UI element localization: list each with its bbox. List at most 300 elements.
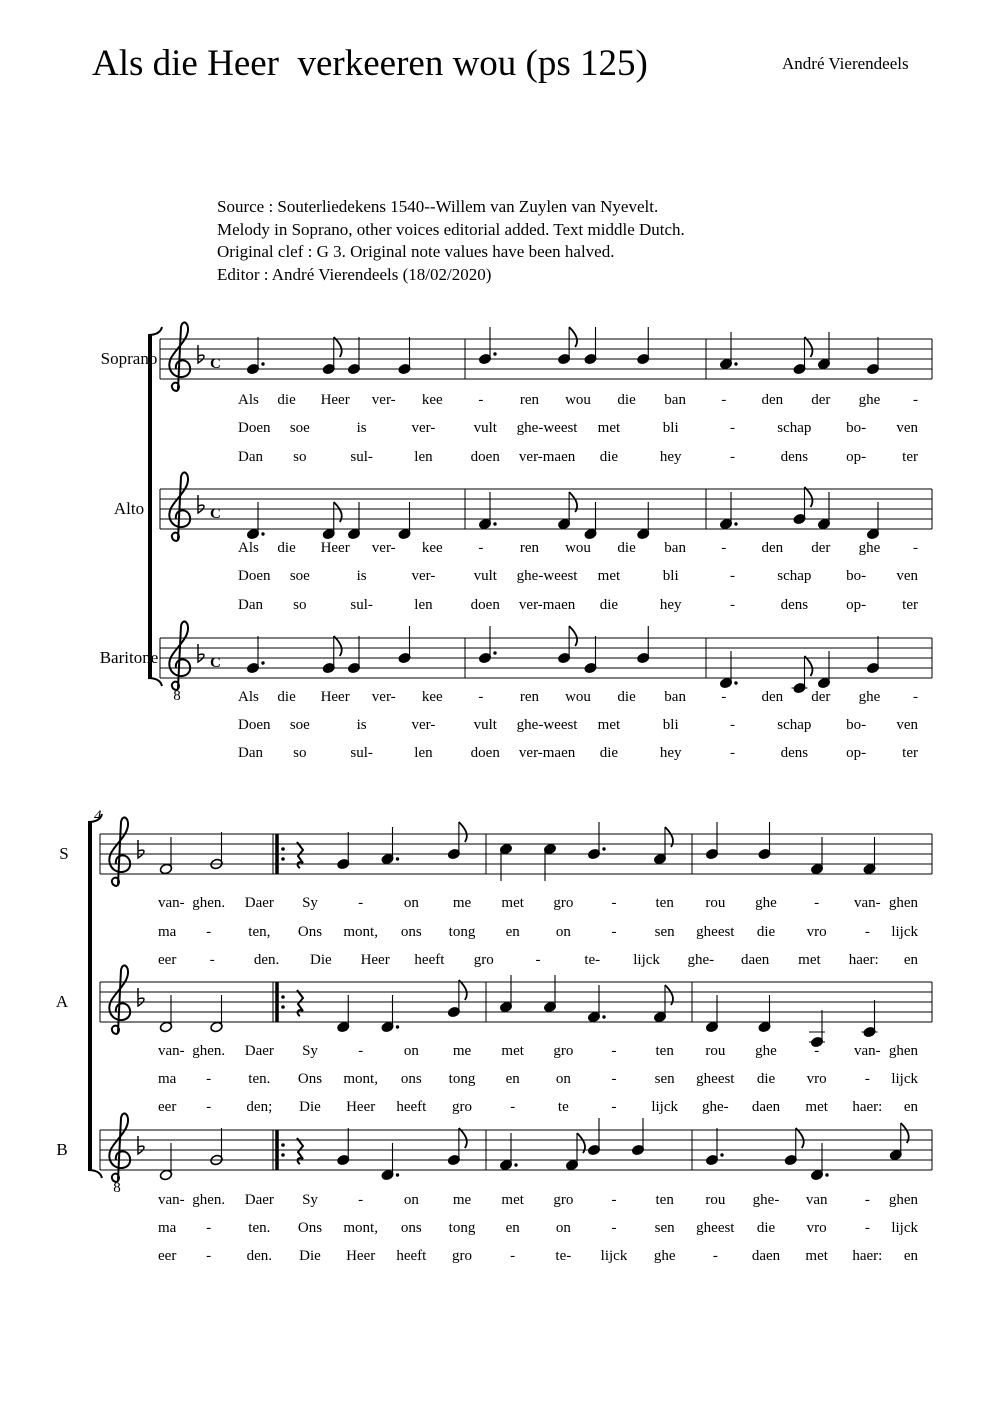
augmentation-dot xyxy=(396,857,399,860)
lyric-syllable: doen xyxy=(470,449,500,465)
lyric-syllable: - xyxy=(730,597,736,613)
lyric-syllable: van- xyxy=(158,1192,185,1208)
lyric-syllable: ter xyxy=(902,449,918,465)
lyric-syllable: Als xyxy=(238,392,259,408)
lyric-syllable: den xyxy=(761,540,784,556)
lyric-syllable: ver- xyxy=(411,568,436,584)
lyric-syllable: Die xyxy=(310,952,332,968)
lyric-syllable: - xyxy=(611,924,617,940)
lyric-syllable: sul- xyxy=(350,745,373,761)
augmentation-dot xyxy=(396,1173,399,1176)
lyric-syllable: van- xyxy=(854,1043,881,1059)
lyric-syllable: - xyxy=(721,540,727,556)
staff-label: Soprano xyxy=(100,349,158,368)
lyric-syllable: ven xyxy=(896,420,918,436)
lyric-syllable: die xyxy=(756,924,776,940)
lyric-syllable: - xyxy=(358,895,364,911)
note-flag xyxy=(459,822,467,842)
lyric-syllable: den. xyxy=(253,952,280,968)
note-flag xyxy=(334,636,342,656)
note-flag xyxy=(569,327,577,347)
lyric-syllable: me xyxy=(452,1192,472,1208)
lyric-syllable: - xyxy=(209,952,215,968)
lyric-syllable: vult xyxy=(473,717,497,733)
lyric-syllable: met xyxy=(597,420,621,436)
lyric-syllable: len xyxy=(414,449,433,465)
lyric-syllable: wou xyxy=(565,689,591,705)
lyric-syllable: - xyxy=(478,689,484,705)
flat-icon xyxy=(138,1136,144,1154)
lyric-syllable: Heer xyxy=(320,392,350,408)
lyric-syllable: en xyxy=(903,1099,918,1115)
lyric-syllable: Heer xyxy=(320,689,350,705)
lyric-syllable: so xyxy=(293,449,307,465)
lyric-syllable: is xyxy=(356,420,367,436)
lyric-syllable: kee xyxy=(421,689,443,705)
lyric-syllable: ma xyxy=(158,924,177,940)
augmentation-dot xyxy=(493,651,496,654)
lyric-syllable: Dan xyxy=(238,597,263,613)
lyric-syllable: kee xyxy=(421,392,443,408)
lyric-syllable: sul- xyxy=(350,449,373,465)
lyric-syllable: - xyxy=(358,1043,364,1059)
staff-label: A xyxy=(55,992,69,1011)
score-title: Als die Heer verkeeren wou (ps 125) xyxy=(92,43,648,84)
lyric-syllable: gro xyxy=(553,1043,574,1059)
flat-icon xyxy=(138,840,144,858)
lyric-syllable: ghe- xyxy=(752,1192,780,1208)
lyric-syllable: - xyxy=(712,1248,718,1264)
augmentation-dot xyxy=(261,661,264,664)
system-2 xyxy=(56,808,932,1264)
lyric-syllable: - xyxy=(611,1220,617,1236)
lyric-syllable: bo- xyxy=(846,420,867,436)
lyric-syllable: met xyxy=(501,1043,524,1059)
treble-clef-icon xyxy=(169,472,190,541)
lyric-syllable: wou xyxy=(565,392,591,408)
lyric-syllable: en xyxy=(505,924,520,940)
lyric-syllable: die xyxy=(617,689,636,705)
lyric-syllable: ons xyxy=(400,1220,422,1236)
lyric-syllable: Heer xyxy=(346,1248,376,1264)
lyric-syllable: mont, xyxy=(343,1071,378,1087)
lyric-syllable: ten xyxy=(655,1043,674,1059)
lyric-syllable: - xyxy=(510,1248,516,1264)
lyric-syllable: met xyxy=(501,1192,524,1208)
lyric-syllable: doen xyxy=(470,745,500,761)
lyric-syllable: eer xyxy=(158,1099,177,1115)
lyric-syllable: bo- xyxy=(846,568,867,584)
lyric-syllable: lijck xyxy=(891,1071,918,1087)
time-signature: C xyxy=(210,506,221,522)
lyric-syllable: sen xyxy=(654,1220,675,1236)
augmentation-dot xyxy=(734,362,737,365)
lyric-syllable: ten. xyxy=(248,1220,271,1236)
lyric-syllable: Doen xyxy=(238,717,271,733)
lyric-syllable: on xyxy=(403,895,419,911)
lyric-syllable: - xyxy=(864,924,870,940)
lyric-syllable: - xyxy=(730,420,736,436)
lyric-syllable: - xyxy=(510,1099,516,1115)
lyric-syllable: - xyxy=(478,540,484,556)
lyric-syllable: daen xyxy=(751,1099,781,1115)
lyric-syllable: bli xyxy=(662,420,679,436)
lyric-syllable: is xyxy=(356,568,367,584)
lyric-syllable: tong xyxy=(448,924,476,940)
lyric-syllable: - xyxy=(206,1099,212,1115)
lyric-syllable: ban xyxy=(664,540,686,556)
lyric-syllable: hey xyxy=(659,597,682,613)
lyric-syllable: Doen xyxy=(238,420,271,436)
lyric-syllable: sen xyxy=(654,924,675,940)
lyric-syllable: - xyxy=(814,895,820,911)
lyric-syllable: met xyxy=(798,952,821,968)
lyric-syllable: vro xyxy=(806,1220,827,1236)
repeat-dot xyxy=(281,1153,285,1157)
staff-1-2 xyxy=(114,472,932,613)
lyric-syllable: ten xyxy=(655,895,674,911)
lyric-syllable: op- xyxy=(846,597,867,613)
treble-clef-icon xyxy=(109,1113,130,1182)
lyric-syllable: sen xyxy=(654,1071,675,1087)
lyric-syllable: met xyxy=(805,1099,828,1115)
lyric-syllable: ter xyxy=(902,597,918,613)
augmentation-dot xyxy=(514,1163,517,1166)
lyric-syllable: die xyxy=(756,1071,776,1087)
lyric-syllable: Die xyxy=(299,1099,321,1115)
lyric-syllable: bli xyxy=(662,717,679,733)
note-flag xyxy=(796,1128,804,1148)
lyric-syllable: heeft xyxy=(414,952,445,968)
lyric-syllable: die xyxy=(756,1220,776,1236)
lyric-syllable: - xyxy=(206,1071,212,1087)
lyric-syllable: ver- xyxy=(371,540,396,556)
lyric-syllable: - xyxy=(730,745,736,761)
lyric-syllable: die xyxy=(599,449,619,465)
lyric-syllable: me xyxy=(452,895,472,911)
lyric-syllable: van xyxy=(805,1192,828,1208)
lyric-syllable: - xyxy=(721,392,727,408)
lyric-syllable: ven xyxy=(896,717,918,733)
lyric-syllable: - xyxy=(478,392,484,408)
lyric-syllable: lijck xyxy=(600,1248,628,1264)
repeat-dot xyxy=(281,857,285,861)
lyric-syllable: vro xyxy=(806,1071,827,1087)
lyric-syllable: gro xyxy=(553,895,574,911)
augmentation-dot xyxy=(825,1173,828,1176)
lyric-syllable: heeft xyxy=(396,1099,427,1115)
lyric-syllable: Sy xyxy=(302,1192,318,1208)
lyric-syllable: ghe xyxy=(858,689,881,705)
lyric-syllable: on xyxy=(555,924,571,940)
lyric-syllable: ma xyxy=(158,1071,177,1087)
lyric-syllable: der xyxy=(811,689,831,705)
lyric-syllable: mont, xyxy=(343,924,378,940)
lyric-syllable: Dan xyxy=(238,449,263,465)
lyric-syllable: ghe xyxy=(858,540,881,556)
lyric-syllable: Ons xyxy=(297,1220,323,1236)
augmentation-dot xyxy=(734,522,737,525)
lyric-syllable: ghe xyxy=(755,895,777,911)
staff-1-3 xyxy=(100,621,932,761)
flat-icon xyxy=(198,345,204,363)
note-flag xyxy=(805,656,813,676)
lyric-syllable: ver-maen xyxy=(518,597,576,613)
augmentation-dot xyxy=(734,681,737,684)
note-flag xyxy=(459,980,467,1000)
lyric-syllable: ghen xyxy=(888,1043,918,1059)
lyric-syllable: ghen xyxy=(888,1192,918,1208)
editor-line: Editor : André Vierendeels (18/02/2020) xyxy=(217,264,492,284)
lyric-syllable: - xyxy=(535,952,541,968)
lyric-syllable: ons xyxy=(400,1071,422,1087)
octave-eight-icon: 8 xyxy=(113,1180,121,1196)
lyric-syllable: ghe xyxy=(858,392,881,408)
lyric-syllable: Sy xyxy=(302,895,318,911)
lyric-syllable: len xyxy=(414,597,433,613)
lyric-syllable: den; xyxy=(246,1099,273,1115)
lyric-syllable: me xyxy=(452,1043,472,1059)
lyric-syllable: den xyxy=(761,392,784,408)
lyric-syllable: ten, xyxy=(248,924,271,940)
lyric-syllable: - xyxy=(730,717,736,733)
lyric-syllable: - xyxy=(864,1192,870,1208)
lyric-syllable: gro xyxy=(452,1099,472,1115)
lyric-syllable: der xyxy=(811,540,831,556)
note-flag xyxy=(805,337,813,357)
lyric-syllable: doen xyxy=(470,597,500,613)
lyric-syllable: ren xyxy=(519,689,540,705)
lyric-syllable: dens xyxy=(780,597,809,613)
lyric-syllable: ver- xyxy=(411,420,436,436)
lyric-syllable: rou xyxy=(705,895,726,911)
lyric-syllable: Daer xyxy=(244,1192,274,1208)
staff-2-3 xyxy=(56,1113,932,1264)
staff-2-2 xyxy=(56,965,932,1115)
lyric-syllable: te xyxy=(557,1099,569,1115)
lyric-syllable: eer xyxy=(158,952,177,968)
augmentation-dot xyxy=(720,1153,723,1156)
lyric-syllable: ten xyxy=(655,1192,674,1208)
lyric-syllable: - xyxy=(913,392,918,408)
lyric-syllable: bo- xyxy=(846,717,867,733)
lyric-syllable: die xyxy=(277,689,296,705)
lyric-syllable: - xyxy=(913,540,918,556)
time-signature: C xyxy=(210,655,221,671)
lyric-syllable: haer: xyxy=(852,1248,883,1264)
augmentation-dot xyxy=(493,352,496,355)
repeat-dot xyxy=(281,1005,285,1009)
measure-number: 4 xyxy=(94,808,102,824)
note-flag xyxy=(805,487,813,507)
source-line: Source : Souterliedekens 1540--Willem van Zuylen van Nyevelt. xyxy=(217,197,659,216)
lyric-syllable: en xyxy=(903,1248,918,1264)
lyric-syllable: dens xyxy=(780,745,809,761)
lyric-syllable: daen xyxy=(740,952,770,968)
flat-icon xyxy=(198,495,204,513)
lyric-syllable: so xyxy=(293,597,307,613)
augmentation-dot xyxy=(261,362,264,365)
lyric-syllable: - xyxy=(206,1248,212,1264)
lyric-syllable: mont, xyxy=(343,1220,378,1236)
lyric-syllable: gro xyxy=(553,1192,574,1208)
note-flag xyxy=(459,1128,467,1148)
flat-icon xyxy=(138,988,144,1006)
lyric-syllable: vult xyxy=(473,568,497,584)
lyric-syllable: ver-maen xyxy=(518,449,576,465)
lyric-syllable: haer: xyxy=(848,952,879,968)
treble-clef-icon xyxy=(109,965,130,1034)
lyric-syllable: der xyxy=(811,392,831,408)
system-1 xyxy=(100,322,932,761)
lyric-syllable: Doen xyxy=(238,568,271,584)
lyric-syllable: bli xyxy=(662,568,679,584)
lyric-syllable: ver-maen xyxy=(518,745,576,761)
lyric-syllable: van- xyxy=(158,1043,185,1059)
lyric-syllable: Heer xyxy=(320,540,350,556)
lyric-syllable: - xyxy=(730,449,736,465)
lyric-syllable: Die xyxy=(299,1248,321,1264)
lyric-syllable: ten. xyxy=(248,1071,271,1087)
lyric-syllable: en xyxy=(505,1071,520,1087)
lyric-syllable: - xyxy=(721,689,727,705)
lyric-syllable: ghe-weest xyxy=(516,568,578,584)
lyric-syllable: die xyxy=(599,597,619,613)
lyric-syllable: met xyxy=(805,1248,828,1264)
lyric-syllable: lijck xyxy=(633,952,660,968)
staff-label: Baritone xyxy=(99,648,159,667)
composer-name: André Vierendeels xyxy=(782,54,909,73)
lyric-syllable: schap xyxy=(777,568,812,584)
lyric-syllable: gheest xyxy=(696,1220,735,1236)
lyric-syllable: ghe-weest xyxy=(516,717,578,733)
lyric-syllable: rou xyxy=(705,1043,726,1059)
lyric-syllable: soe xyxy=(289,568,310,584)
lyric-syllable: ghen. xyxy=(192,1043,226,1059)
lyric-syllable: ons xyxy=(400,924,422,940)
lyric-syllable: tong xyxy=(448,1071,476,1087)
lyric-syllable: - xyxy=(206,1220,212,1236)
lyric-syllable: - xyxy=(611,895,617,911)
lyric-syllable: die xyxy=(277,540,296,556)
lyric-syllable: ma xyxy=(158,1220,177,1236)
lyric-syllable: Heer xyxy=(346,1099,376,1115)
lyric-syllable: - xyxy=(611,1192,617,1208)
lyric-syllable: ren xyxy=(519,392,540,408)
lyric-syllable: ban xyxy=(664,689,686,705)
note-flag xyxy=(334,337,342,357)
lyric-syllable: Dan xyxy=(238,745,263,761)
lyric-syllable: ban xyxy=(664,392,686,408)
lyric-syllable: ter xyxy=(902,745,918,761)
lyric-syllable: sul- xyxy=(350,597,373,613)
lyric-syllable: Ons xyxy=(297,924,323,940)
lyric-syllable: schap xyxy=(777,420,812,436)
lyric-syllable: met xyxy=(597,717,621,733)
note-flag xyxy=(569,626,577,646)
lyric-syllable: ren xyxy=(519,540,540,556)
lyric-syllable: - xyxy=(864,1071,870,1087)
lyric-syllable: dens xyxy=(780,449,809,465)
lyric-syllable: ver- xyxy=(371,689,396,705)
lyric-syllable: len xyxy=(414,745,433,761)
lyric-syllable: Heer xyxy=(360,952,390,968)
staff-label: B xyxy=(56,1140,68,1159)
treble-clef-icon xyxy=(169,322,190,391)
lyric-syllable: - xyxy=(206,924,212,940)
lyric-syllable: gro xyxy=(473,952,494,968)
lyric-syllable: haer: xyxy=(852,1099,883,1115)
lyric-syllable: te- xyxy=(584,952,601,968)
lyric-syllable: ghe xyxy=(653,1248,676,1264)
treble-clef-icon xyxy=(169,621,190,690)
lyric-syllable: den. xyxy=(246,1248,273,1264)
lyric-syllable: heeft xyxy=(396,1248,427,1264)
lyric-syllable: soe xyxy=(289,420,310,436)
lyric-syllable: ghe xyxy=(755,1043,777,1059)
lyric-syllable: gheest xyxy=(696,924,735,940)
lyric-syllable: - xyxy=(913,689,918,705)
lyric-syllable: lijck xyxy=(891,1220,918,1236)
augmentation-dot xyxy=(602,1015,605,1018)
time-signature: C xyxy=(210,356,221,372)
lyric-syllable: - xyxy=(358,1192,364,1208)
lyric-syllable: Als xyxy=(238,540,259,556)
augmentation-dot xyxy=(396,1025,399,1028)
lyric-syllable: - xyxy=(730,568,736,584)
lyric-syllable: die xyxy=(617,392,636,408)
bracket-top xyxy=(148,327,162,335)
lyric-syllable: ghe-weest xyxy=(516,420,578,436)
lyric-syllable: hey xyxy=(659,449,682,465)
lyric-syllable: soe xyxy=(289,717,310,733)
lyric-syllable: met xyxy=(501,895,524,911)
lyric-syllable: vult xyxy=(473,420,497,436)
repeat-dot xyxy=(281,995,285,999)
lyric-syllable: van- xyxy=(158,895,185,911)
augmentation-dot xyxy=(493,522,496,525)
lyric-syllable: die xyxy=(617,540,636,556)
treble-clef-icon xyxy=(109,817,130,886)
lyric-syllable: on xyxy=(555,1220,571,1236)
flat-icon xyxy=(198,644,204,662)
lyric-syllable: - xyxy=(814,1043,820,1059)
lyric-syllable: kee xyxy=(421,540,443,556)
lyric-syllable: - xyxy=(611,1071,617,1087)
lyric-syllable: - xyxy=(611,1099,617,1115)
lyric-syllable: ver- xyxy=(371,392,396,408)
lyric-syllable: ghen. xyxy=(192,1192,226,1208)
lyric-syllable: daen xyxy=(751,1248,781,1264)
lyric-syllable: on xyxy=(403,1192,419,1208)
melody-line: Melody in Soprano, other voices editorial added. Text middle Dutch. xyxy=(217,219,685,239)
lyric-syllable: wou xyxy=(565,540,591,556)
lyric-syllable: hey xyxy=(659,745,682,761)
staff-label: Alto xyxy=(113,499,145,518)
lyric-syllable: gheest xyxy=(696,1071,735,1087)
lyric-syllable: Daer xyxy=(244,1043,274,1059)
lyric-syllable: Daer xyxy=(244,895,274,911)
lyric-syllable: op- xyxy=(846,449,867,465)
lyric-syllable: ghen xyxy=(888,895,918,911)
augmentation-dot xyxy=(261,532,264,535)
lyric-syllable: eer xyxy=(158,1248,177,1264)
lyric-syllable: - xyxy=(611,1043,617,1059)
lyric-syllable: Sy xyxy=(302,1043,318,1059)
lyric-syllable: lijck xyxy=(891,924,918,940)
bracket-bottom xyxy=(148,678,162,686)
lyric-syllable: die xyxy=(599,745,619,761)
